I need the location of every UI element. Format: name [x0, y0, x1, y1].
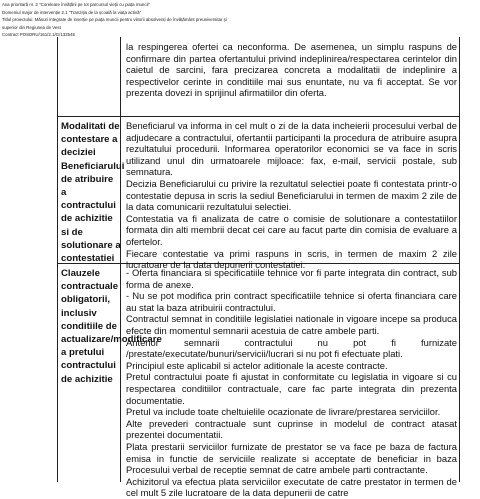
header-line-region: superior din Regiunea de Vest — [2, 24, 61, 30]
row-3-paragraph: Pretul contractului poate fi ajustat in conformitate cu legislatia in vigoare si cu respectarea conditiilor contractuale, care fac parte integrata din prezenta documentatie. — [126, 371, 457, 406]
row-2-paragraph: Contestatia va fi analizata de catre o comisie de solutionare a contestatiilor formata din alti membrii decat cei care au facut parte din comisia de evaluare a ofertelor. — [126, 212, 457, 247]
row-3-paragraph: - Oferta financiara si specificatiile tehnice vor fi parte integrata din contract, sub forma de anexe. — [126, 267, 457, 290]
row-divider — [58, 116, 459, 117]
row-3-paragraph: Contractul semnat in conditiile legislatiei nationale in vigoare incepe sa produca efecte din momentul semnarii acestuia de catre ambele parti. — [126, 313, 457, 336]
row-3-paragraph: Principiul este aplicabil si actelor aditionale la aceste contracte. — [126, 359, 388, 371]
row-3-paragraph: Pretul va include toate cheltuielile ocazionate de livrare/prestarea serviciilor. — [126, 406, 441, 418]
conditions-table — [57, 37, 460, 499]
row-1-paragraph: la respingerea ofertei ca neconforma. De asemenea, un simplu raspuns de confirmare din partea ofertantului privind indeplinirea/respectarea cerintelor din caietul de sarcini, fara precizarea concreta a modalitatii de indeplinire a respectivelor cerinte in conditiile mai sus enuntate, nu va fi acceptat. Se vor prezenta dovezi in sprijinul afirmatiilor din oferta. — [126, 41, 457, 99]
row-3-paragraph: Plata prestarii serviciilor furnizate de prestator se va face pe baza de factura emisa in functie de serviciile realizate si acceptate de beneficiar in baza Procesului verbal de receptie semnat de catre ambele parti contractante. — [126, 440, 457, 476]
header-line-contract: Contract POSDRU/161/2.1/G/132545 — [2, 32, 75, 38]
row-2-paragraph: Fiecare contestatie va primi raspuns in scris, in termen de maxim 2 zile lucratoare de la data depunerii contestatiei. — [126, 247, 457, 271]
header-line-domain: Domeniul major de intervenție 2.1 "Tranziția de la școală la viața activă" — [2, 9, 142, 15]
row-2-paragraph: Decizia Beneficiarului cu privire la rezultatul selectiei poate fi contestata printr-o contestatie depusa in scris la sediul Beneficiarului in termen de maxim 2 zile de la data comunicarii rezultatului selectiei. — [126, 177, 457, 213]
row-3-paragraph: Achizitorul va efectua plata serviciilor executate de catre prestator in termen de cel mult 5 zile lucratoare de la data depunerii de catre — [126, 475, 457, 499]
header-line-project-title: Titlul proiectului: Măsuri integrate de inserție pe piața muncii pentru viitorii absolvenți de învățământ preuniversitar și — [2, 17, 227, 23]
row-3-paragraph: - Nu se pot modifica prin contract specificatiile tehnice si oferta financiara care au stat la baza atribuirii contractului. — [126, 290, 457, 313]
row-1-content — [126, 41, 457, 99]
header-line-axis: Axa prioritară nr. 2 "Coreleare învățării pe tot parcursul vieții cu piața muncii" — [2, 2, 151, 7]
row-2-content — [126, 120, 457, 271]
row-3-label: Clauzele contractuale obligatorii, inclusiv conditiile de actualizare/modificare a pretului contractului de achizitie — [61, 268, 162, 385]
row-2-label: Modalitati de contestare a deciziei Beneficiarului de atribuire a contractului de achizitie si de solutionare a contestatiei — [61, 121, 125, 265]
row-3-paragraph: Anterior semnarii contractului nu pot fi furnizate /prestate/executate/bunuri/servicii/lucrari si nu pot fi efectuate plati. — [126, 336, 457, 360]
row-2-paragraph: Beneficiarul va informa in cel mult o zi de la data incheierii procesului verbal de adjudecare a contractului, ofertantii participanti la procedura de atribuire asupra rezultatului procedurii. Informarea operatorilor economici se va face in scris utilizand unul din urmatoarele mijloace: fax, e-mail, servicii postale, sub semnatura. — [126, 120, 457, 178]
document-header — [2, 1, 302, 39]
row-3-content — [126, 267, 457, 499]
row-3-paragraph: Alte prevederi contractuale sunt cuprinse in modelul de contract atasat prezentei documentatii. — [126, 417, 457, 441]
